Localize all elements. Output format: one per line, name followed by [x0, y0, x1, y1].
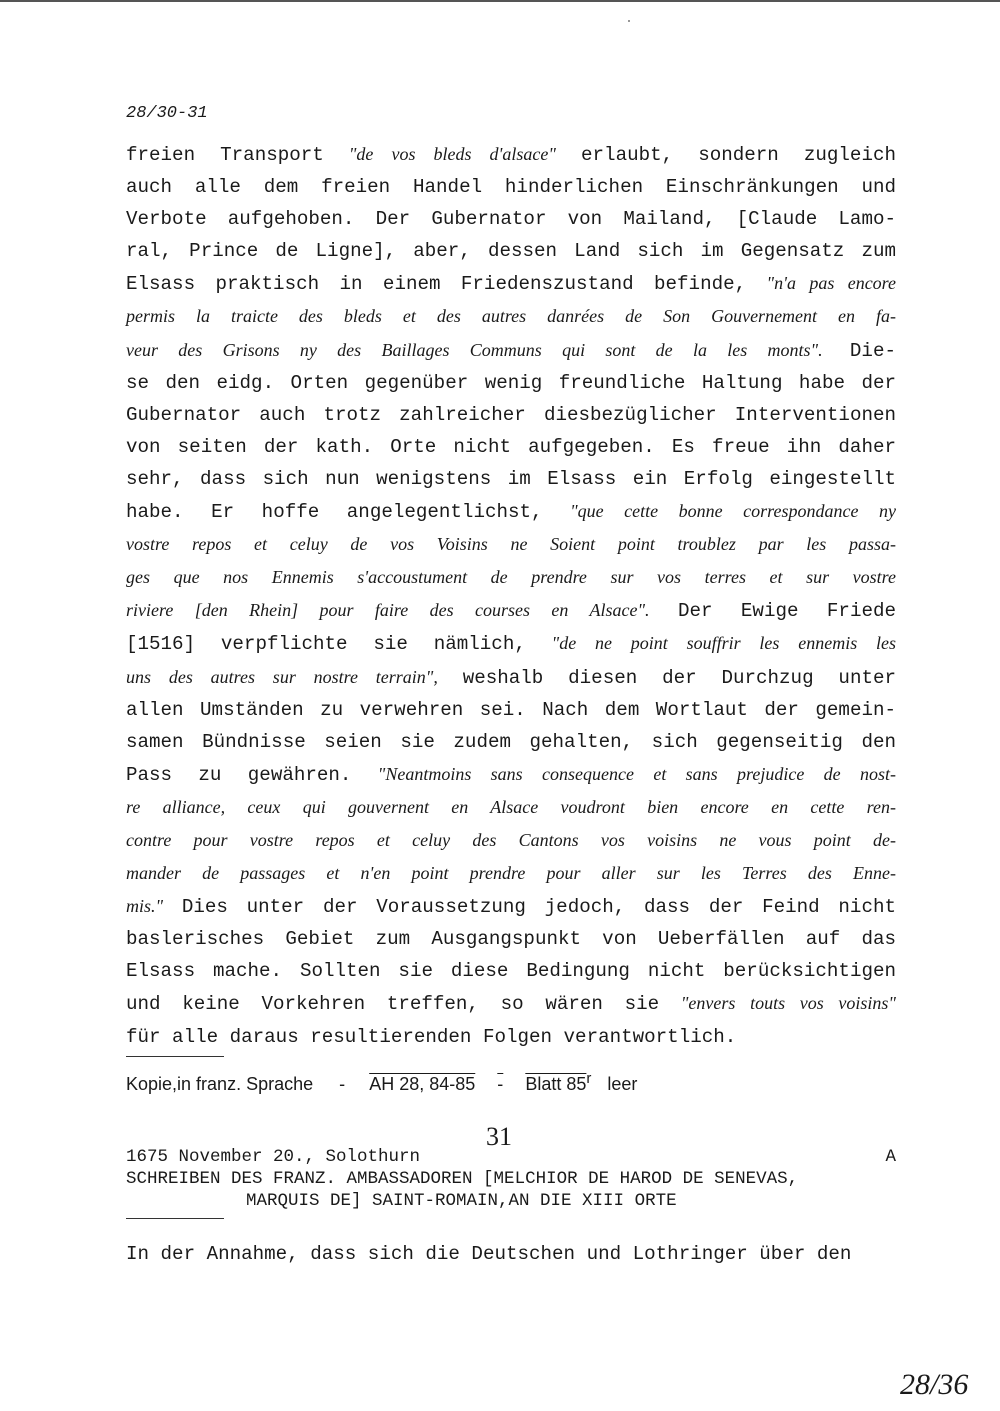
text-line: [126, 890, 896, 923]
text-line: [126, 1021, 896, 1053]
text-line: [126, 627, 896, 660]
main-text-block: [126, 138, 896, 1053]
text-line: [126, 463, 896, 495]
text-line: [126, 923, 896, 955]
text-line: [126, 857, 896, 890]
copy-language: Kopie,in franz. Sprache: [126, 1074, 314, 1094]
text-line: [126, 758, 896, 791]
french-quote: mander de passages et n'en point prendre pour aller sur les Terres des Enne-: [126, 863, 896, 884]
text-line: [126, 726, 896, 758]
french-quote: "de ne point souffrir les ennemis les: [551, 633, 897, 654]
text-span: auch alle dem freien Handel hinderlichen Einschränkungen und: [126, 176, 896, 199]
text-line: [126, 300, 896, 333]
text-line: [126, 399, 896, 431]
source-note: [126, 1070, 637, 1095]
french-quote: mis.": [126, 896, 164, 917]
document-first-line: In der Annahme, dass sich die Deutschen und Lothringer über den: [126, 1243, 852, 1265]
text-span: ral, Prince de Ligne], aber, dessen Land sich im Gegensatz zum: [126, 240, 896, 263]
text-span: Verbote aufgehoben. Der Gubernator von Mailand, [Claude Lamo-: [126, 208, 896, 231]
french-quote: "n'a pas encore: [766, 273, 897, 294]
text-line: [126, 334, 896, 367]
french-quote: uns des autres sur nostre terrain",: [126, 666, 438, 687]
leaf-superscript: r: [586, 1070, 592, 1087]
text-span: Die-: [822, 339, 896, 362]
text-line: [126, 495, 896, 528]
text-span: Gubernator auch trotz zahlreicher diesbezüglicher Interventionen: [126, 403, 896, 426]
text-span: samen Bündnisse seien sie zudem gehalten, sich gegenseitig den: [126, 730, 896, 753]
french-quote: veur des Grisons ny des Baillages Communs qui sont de la les monts".: [126, 339, 823, 360]
text-span: Elsass praktisch in einem Friedenszustand befinde,: [126, 273, 767, 296]
document-letter: A: [885, 1147, 896, 1167]
text-span: allen Umständen zu verwehren sei. Nach dem Wortlaut der gemein-: [126, 698, 896, 721]
text-line: [126, 367, 896, 399]
french-quote: contre pour vostre repos et celuy des Cantons vos voisins ne vous point de-: [126, 829, 896, 850]
text-line: [126, 955, 896, 987]
footnote-separator: [126, 1056, 224, 1057]
date-place: 1675 November 20., Solothurn: [126, 1147, 421, 1167]
text-span: weshalb diesen der Durchzug unter: [437, 666, 896, 689]
document-number: 31: [486, 1122, 512, 1151]
text-span: baslerisches Gebiet zum Ausgangspunkt von Ueberfällen auf das: [126, 928, 896, 951]
page-number-handwritten: 28/36: [900, 1368, 969, 1401]
text-line: [126, 824, 896, 857]
text-line: [126, 791, 896, 824]
separator-dash: -: [339, 1074, 346, 1094]
text-span: Pass zu gewähren.: [126, 763, 378, 786]
text-line: [126, 267, 896, 300]
separator-dash: -: [497, 1074, 504, 1094]
document-title-line-2: MARQUIS DE] SAINT-ROMAIN,AN DIE XIII ORTE: [246, 1191, 677, 1211]
text-span: [1516] verpflichte sie nämlich,: [126, 633, 552, 656]
text-line: [126, 235, 896, 267]
text-span: Der Ewige Friede: [649, 600, 896, 623]
french-quote: riviere [den Rhein] pour faire des courses en Alsace".: [126, 600, 650, 621]
leaf-reference: Blatt 85: [525, 1074, 587, 1094]
french-quote: permis la traicte des bleds et des autres danrées de Son Gouvernement en fa-: [126, 306, 896, 327]
french-quote: "Neantmoins sans consequence et sans prejudice de nost-: [377, 763, 896, 784]
text-span: freien Transport: [126, 144, 349, 166]
text-span: Dies unter der Voraussetzung jedoch, dass der Feind nicht: [163, 896, 896, 919]
top-border-line: [0, 0, 1000, 2]
text-span: von seiten der kath. Orte nicht aufgegeben. Es freue ihn daher: [126, 435, 896, 458]
page-reference: 28/30-31: [126, 104, 208, 123]
document-title-line-1: SCHREIBEN DES FRANZ. AMBASSADOREN [MELCHIOR DE HAROD DE SENEVAS,: [126, 1169, 799, 1189]
french-quote: ges que nos Ennemis s'accoustument de prendre sur vos terres et sur vostre: [126, 567, 896, 588]
text-line: [126, 171, 896, 203]
leaf-status: leer: [607, 1074, 638, 1094]
text-line: [126, 431, 896, 463]
french-quote: re alliance, ceux qui gouvernent en Alsace voudront bien encore en cette ren-: [126, 796, 896, 817]
text-line: [126, 528, 896, 561]
heading-separator: [126, 1218, 224, 1219]
text-span: sehr, dass sich nun wenigstens im Elsass ein Erfolg eingestellt: [126, 467, 896, 490]
text-line: [126, 987, 896, 1020]
french-quote: "envers touts vos voisins": [680, 993, 896, 1014]
french-quote: "de vos bleds d'alsace": [348, 144, 556, 164]
archive-reference: AH 28, 84-85: [369, 1074, 476, 1094]
text-span: se den eidg. Orten gegenüber wenig freundliche Haltung habe der: [126, 371, 896, 394]
text-line: [126, 694, 896, 726]
french-quote: vostre repos et celuy de vos Voisins ne Soient point troublez par les passa-: [126, 534, 896, 555]
text-span: für alle daraus resultierenden Folgen verantwortlich.: [126, 1025, 737, 1048]
text-line: [126, 203, 896, 235]
text-span: erlaubt, sondern zugleich: [555, 144, 896, 166]
text-line: [126, 138, 896, 171]
french-quote: "que cette bonne correspondance ny: [570, 501, 896, 522]
text-span: Elsass mache. Sollten sie diese Bedingung nicht berücksichtigen: [126, 960, 896, 983]
text-span: und keine Vorkehren treffen, so wären sie: [126, 993, 681, 1016]
document-heading: [126, 1146, 896, 1212]
text-span: habe. Er hoffe angelegentlichst,: [126, 501, 571, 524]
text-line: [126, 561, 896, 594]
text-line: [126, 594, 896, 627]
text-line: [126, 661, 896, 694]
scan-speck: [628, 20, 630, 22]
